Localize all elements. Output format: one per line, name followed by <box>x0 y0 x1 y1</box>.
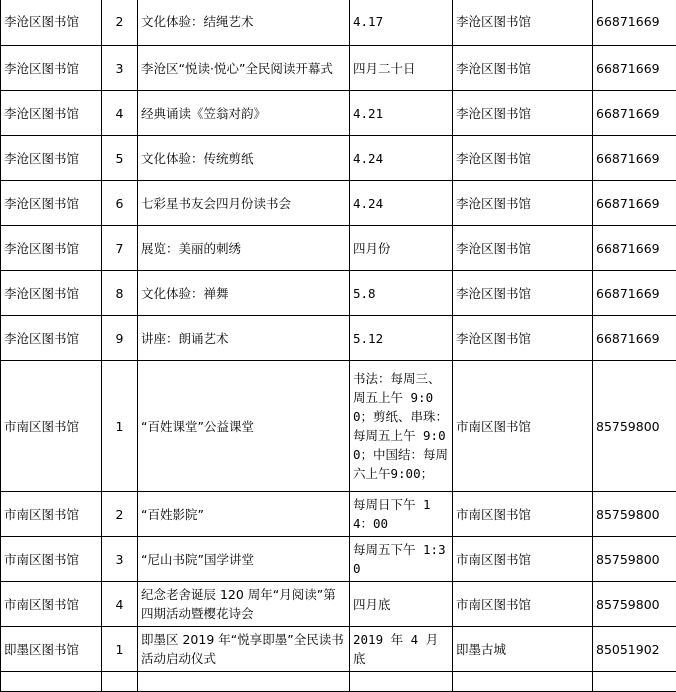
index-cell: 3 <box>102 46 138 91</box>
library-cell: 李沧区图书馆 <box>1 226 102 271</box>
activity-table-body <box>1 0 676 692</box>
phone-cell: 66871669 <box>593 181 676 226</box>
table-row <box>1 136 676 181</box>
library-cell: 李沧区图书馆 <box>1 0 102 46</box>
index-cell: 2 <box>102 0 138 46</box>
time-cell: 四月份 <box>350 226 453 271</box>
table-row <box>1 361 676 492</box>
phone-cell <box>593 672 676 692</box>
index-cell: 1 <box>102 627 138 672</box>
table-row <box>1 537 676 582</box>
table-row <box>1 672 676 692</box>
activity-cell: “百姓影院” <box>138 492 350 537</box>
time-cell: 四月底 <box>350 582 453 627</box>
venue-cell: 李沧区图书馆 <box>453 181 593 226</box>
library-cell: 市南区图书馆 <box>1 361 102 492</box>
table-row <box>1 0 676 46</box>
time-cell <box>350 672 453 692</box>
index-cell <box>102 672 138 692</box>
phone-cell: 66871669 <box>593 271 676 316</box>
venue-cell: 市南区图书馆 <box>453 361 593 492</box>
library-cell: 市南区图书馆 <box>1 537 102 582</box>
index-cell: 3 <box>102 537 138 582</box>
index-cell: 6 <box>102 181 138 226</box>
time-cell: 4.17 <box>350 0 453 46</box>
activity-cell: “尼山书院”国学讲堂 <box>138 537 350 582</box>
phone-cell: 85759800 <box>593 361 676 492</box>
library-cell: 李沧区图书馆 <box>1 271 102 316</box>
library-cell: 市南区图书馆 <box>1 492 102 537</box>
library-cell: 市南区图书馆 <box>1 582 102 627</box>
phone-cell: 66871669 <box>593 136 676 181</box>
phone-cell: 85759800 <box>593 537 676 582</box>
venue-cell: 市南区图书馆 <box>453 537 593 582</box>
activity-cell: “百姓课堂”公益课堂 <box>138 361 350 492</box>
table-row <box>1 627 676 672</box>
time-cell: 每周日下午 14：00 <box>350 492 453 537</box>
activity-cell: 文化体验：传统剪纸 <box>138 136 350 181</box>
venue-cell: 李沧区图书馆 <box>453 136 593 181</box>
library-cell: 即墨区图书馆 <box>1 627 102 672</box>
activity-cell: 展览：美丽的刺绣 <box>138 226 350 271</box>
phone-cell: 66871669 <box>593 316 676 361</box>
index-cell: 8 <box>102 271 138 316</box>
table-row <box>1 181 676 226</box>
time-cell: 4.24 <box>350 181 453 226</box>
library-cell: 李沧区图书馆 <box>1 91 102 136</box>
activity-cell: 即墨区 2019 年“悦享即墨”全民读书活动启动仪式 <box>138 627 350 672</box>
activity-cell: 文化体验：禅舞 <box>138 271 350 316</box>
venue-cell <box>453 672 593 692</box>
library-cell <box>1 672 102 692</box>
activity-cell: 李沧区“悦读·悦心”全民阅读开幕式 <box>138 46 350 91</box>
time-cell: 4.21 <box>350 91 453 136</box>
venue-cell: 李沧区图书馆 <box>453 91 593 136</box>
time-cell: 4.24 <box>350 136 453 181</box>
venue-cell: 市南区图书馆 <box>453 582 593 627</box>
phone-cell: 85759800 <box>593 582 676 627</box>
time-cell: 5.8 <box>350 271 453 316</box>
phone-cell: 85051902 <box>593 627 676 672</box>
table-row <box>1 492 676 537</box>
activity-cell <box>138 672 350 692</box>
index-cell: 4 <box>102 582 138 627</box>
table-row <box>1 316 676 361</box>
library-cell: 李沧区图书馆 <box>1 46 102 91</box>
index-cell: 2 <box>102 492 138 537</box>
venue-cell: 李沧区图书馆 <box>453 316 593 361</box>
activity-cell: 经典诵读《笠翁对韵》 <box>138 91 350 136</box>
index-cell: 5 <box>102 136 138 181</box>
venue-cell: 李沧区图书馆 <box>453 46 593 91</box>
index-cell: 1 <box>102 361 138 492</box>
phone-cell: 66871669 <box>593 0 676 46</box>
index-cell: 9 <box>102 316 138 361</box>
table-row <box>1 582 676 627</box>
table-row <box>1 91 676 136</box>
table-row <box>1 226 676 271</box>
venue-cell: 市南区图书馆 <box>453 492 593 537</box>
library-cell: 李沧区图书馆 <box>1 316 102 361</box>
phone-cell: 66871669 <box>593 226 676 271</box>
time-cell: 书法：每周三、周五上午 9:00；剪纸、串珠：每周五上午 9:00；中国结：每周六上午9:00； <box>350 361 453 492</box>
activity-cell: 纪念老舍诞辰 120 周年“月阅读”第四期活动暨樱花诗会 <box>138 582 350 627</box>
time-cell: 四月二十日 <box>350 46 453 91</box>
table-row <box>1 46 676 91</box>
phone-cell: 85759800 <box>593 492 676 537</box>
activity-cell: 文化体验：结绳艺术 <box>138 0 350 46</box>
phone-cell: 66871669 <box>593 91 676 136</box>
activity-cell: 七彩星书友会四月份读书会 <box>138 181 350 226</box>
activity-cell: 讲座：朗诵艺术 <box>138 316 350 361</box>
table-row <box>1 271 676 316</box>
venue-cell: 李沧区图书馆 <box>453 271 593 316</box>
index-cell: 7 <box>102 226 138 271</box>
index-cell: 4 <box>102 91 138 136</box>
venue-cell: 李沧区图书馆 <box>453 226 593 271</box>
venue-cell: 即墨古城 <box>453 627 593 672</box>
library-cell: 李沧区图书馆 <box>1 181 102 226</box>
phone-cell: 66871669 <box>593 46 676 91</box>
library-cell: 李沧区图书馆 <box>1 136 102 181</box>
time-cell: 5.12 <box>350 316 453 361</box>
venue-cell: 李沧区图书馆 <box>453 0 593 46</box>
time-cell: 2019 年 4 月底 <box>350 627 453 672</box>
time-cell: 每周五下午 1:30 <box>350 537 453 582</box>
